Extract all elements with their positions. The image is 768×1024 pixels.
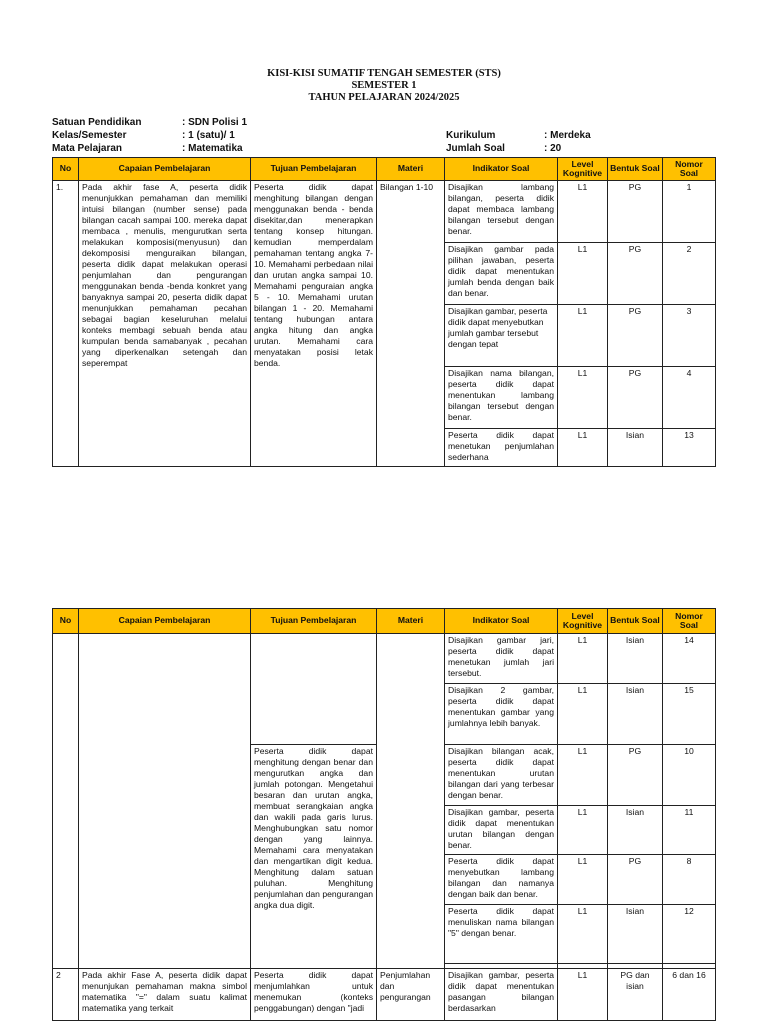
col-header-no: No — [53, 609, 79, 634]
satuan-value: : SDN Polisi 1 — [182, 117, 248, 128]
cell-bentuk: Isian — [608, 429, 663, 467]
cell-indikator: Disajikan bilangan acak, peserta didik dapat menentukan urutan bilangan dari yang terbesar dengan benar. — [445, 745, 558, 806]
cell-tujuan — [251, 634, 377, 745]
cell-level: L1 — [558, 429, 608, 467]
cell-level: L1 — [558, 367, 608, 429]
satuan-label: Satuan Pendidikan — [52, 117, 142, 128]
cell-bentuk: PG — [608, 305, 663, 367]
cell-no: 1. — [53, 181, 79, 467]
cell-tujuan: Peserta didik dapat menghitung dengan benar dan mengurutkan angka dan jumlah potongan. Mengetahui besaran dan urutan angka, membuat serangkaian angka dan wakili pada garis lurus. Menghubungkan satu nomor dengan yang lainnya. Memahami cara menyatakan dan mengartikan digit kedua. Menghitung dalam satuan puluhan. Menghitung penjumlahan dan pengurangan angka dua digit. — [251, 745, 377, 969]
cell-level: L1 — [558, 181, 608, 243]
cell-indikator: Disajikan gambar jari, peserta didik dapat menetukan jumlah jari tersebut. — [445, 634, 558, 684]
cell-capaian — [79, 634, 251, 969]
cell-capaian: Pada akhir Fase A, peserta didik dapat menunjukan pemahaman makna simbol matematika "=" dalam suatu kalimat matematika yang terkait — [79, 969, 251, 1021]
table-header-row — [53, 609, 716, 634]
kelas-label: Kelas/Semester — [52, 130, 127, 141]
cell-bentuk: PG — [608, 745, 663, 806]
col-header-tujuan: Tujuan Pembelajaran — [251, 609, 377, 634]
col-header-capaian: Capaian Pembelajaran — [79, 609, 251, 634]
cell-nomor: 6 dan 16 — [663, 969, 716, 1021]
cell-indikator: Disajikan nama bilangan, peserta didik dapat menentukan lambang bilangan tersebut dengan benar. — [445, 367, 558, 429]
cell-level: L1 — [558, 855, 608, 905]
cell-nomor: 2 — [663, 243, 716, 305]
col-header-indikator: Indikator Soal — [445, 609, 558, 634]
cell-materi — [377, 634, 445, 969]
cell-capaian: Pada akhir fase A, peserta didik menunjukkan pemahaman dan memiliki intuisi bilangan (number sense) pada bilangan cacah sampai 100. mereka dapat membaca , menulis, mengurutkan serta melakukan komposisi(menyusun) dan dekomposisi menguraikan bilangan, peserta didik dapat melakukan operasi penjumlahan dan pengurangan menggunakan benda -benda konkret yang banyaknya sampai 20, peserta didik dapat menunjukkan pemahaman pecahan sebagai bagian keseluruhan melalui konteks membagi sebuah benda atau kumpulan benda samabanyak , pecahan yang diperkenalkan setengah dan seperempat — [79, 181, 251, 467]
cell-level: L1 — [558, 745, 608, 806]
doc-title-line-1: KISI-KISI SUMATIF TENGAH SEMESTER (STS) — [267, 68, 501, 79]
cell-level: L1 — [558, 634, 608, 684]
table-row — [53, 634, 716, 684]
cell-materi: Penjumlahan dan pengurangan — [377, 969, 445, 1021]
col-header-capaian: Capaian Pembelajaran — [79, 158, 251, 181]
col-header-level: Level Kognitive — [558, 609, 608, 634]
cell-nomor: 4 — [663, 367, 716, 429]
kurikulum-value: : Merdeka — [544, 130, 591, 141]
cell-nomor: 3 — [663, 305, 716, 367]
cell-nomor: 8 — [663, 855, 716, 905]
cell-nomor: 12 — [663, 905, 716, 964]
col-header-tujuan: Tujuan Pembelajaran — [251, 158, 377, 181]
jumlah-soal-value: : 20 — [544, 143, 562, 154]
col-header-no: No — [53, 158, 79, 181]
mapel-value: : Matematika — [182, 143, 243, 154]
col-header-materi: Materi — [377, 609, 445, 634]
cell-level: L1 — [558, 305, 608, 367]
col-header-nomor: Nomor Soal — [663, 609, 716, 634]
col-header-indikator: Indikator Soal — [445, 158, 558, 181]
kurikulum-label: Kurikulum — [446, 130, 496, 141]
cell-level: L1 — [558, 806, 608, 855]
cell-bentuk: PG — [608, 243, 663, 305]
kisi-table-2 — [52, 608, 716, 1021]
mapel-label: Mata Pelajaran — [52, 143, 123, 154]
table-row — [53, 181, 716, 243]
cell-no: 2 — [53, 969, 79, 1021]
cell-indikator: Disajikan gambar, peserta didik dapat menyebutkan jumlah gambar tersebut dengan tepat — [445, 305, 558, 367]
table-row — [53, 969, 716, 1021]
kisi-table-1 — [52, 157, 716, 467]
cell-nomor: 13 — [663, 429, 716, 467]
cell-bentuk: Isian — [608, 634, 663, 684]
cell-indikator: Disajikan 2 gambar, peserta didik dapat menentukan gambar yang jumlahnya lebih banyak. — [445, 684, 558, 745]
cell-level: L1 — [558, 243, 608, 305]
doc-title-line-2: SEMESTER 1 — [351, 80, 417, 91]
cell-level: L1 — [558, 969, 608, 1021]
cell-no — [53, 634, 79, 969]
kelas-value: : 1 (satu)/ 1 — [182, 130, 235, 141]
col-header-nomor: Nomor Soal — [663, 158, 716, 181]
cell-bentuk: PG dan isian — [608, 969, 663, 1021]
cell-nomor: 11 — [663, 806, 716, 855]
cell-nomor: 15 — [663, 684, 716, 745]
cell-nomor: 14 — [663, 634, 716, 684]
cell-nomor: 10 — [663, 745, 716, 806]
doc-title-line-3: TAHUN PELAJARAN 2024/2025 — [308, 92, 460, 103]
jumlah-soal-label: Jumlah Soal — [446, 143, 505, 154]
cell-bentuk: Isian — [608, 806, 663, 855]
cell-level: L1 — [558, 684, 608, 745]
cell-tujuan: Peserta didik dapat menghitung bilangan dengan menggunakan benda - benda disekitar,dan menerapkan tentang konsep hitungan. kemudian memperdalam pemahaman tentang angka 7-10. Memahami perbedaan nilai dan urutan angka sampai 10. Memahami penguraian angka 5 - 10. Memahami urutan bilangan 1 - 20. Memahami tentang hubungan antara angka hitung dan angka urutan. Memahami cara menyatakan posisi letak benda. — [251, 181, 377, 467]
table-header-row — [53, 158, 716, 181]
col-header-materi: Materi — [377, 158, 445, 181]
col-header-level: Level Kognitive — [558, 158, 608, 181]
col-header-bentuk: Bentuk Soal — [608, 609, 663, 634]
cell-indikator: Peserta didik dapat menuliskan nama bilangan "5" dengan benar. — [445, 905, 558, 964]
col-header-bentuk: Bentuk Soal — [608, 158, 663, 181]
cell-tujuan: Peserta didik dapat menjumlahkan untuk menemukan (konteks penggabungan) dengan "jadi — [251, 969, 377, 1021]
cell-bentuk: PG — [608, 855, 663, 905]
cell-bentuk: PG — [608, 367, 663, 429]
cell-nomor: 1 — [663, 181, 716, 243]
cell-indikator: Disajikan gambar, peserta didik dapat menentukan pasangan bilangan berdasarkan — [445, 969, 558, 1021]
cell-indikator: Disajikan gambar, peserta didik dapat menentukan urutan bilangan dengan benar. — [445, 806, 558, 855]
cell-indikator: Disajikan gambar pada pilihan jawaban, peserta didik dapat menentukan jumlah benda dengan baik dan benar. — [445, 243, 558, 305]
cell-indikator: Disajikan lambang bilangan, peserta didik dapat membaca lambang bilangan tersebut dengan benar. — [445, 181, 558, 243]
cell-indikator: Peserta didik dapat menyebutkan lambang bilangan dan namanya dengan baik dan benar. — [445, 855, 558, 905]
cell-bentuk: Isian — [608, 684, 663, 745]
cell-bentuk: Isian — [608, 905, 663, 964]
cell-materi: Bilangan 1-10 — [377, 181, 445, 467]
cell-bentuk: PG — [608, 181, 663, 243]
cell-indikator: Peserta didik dapat menetukan penjumlahan sederhana — [445, 429, 558, 467]
cell-level: L1 — [558, 905, 608, 964]
